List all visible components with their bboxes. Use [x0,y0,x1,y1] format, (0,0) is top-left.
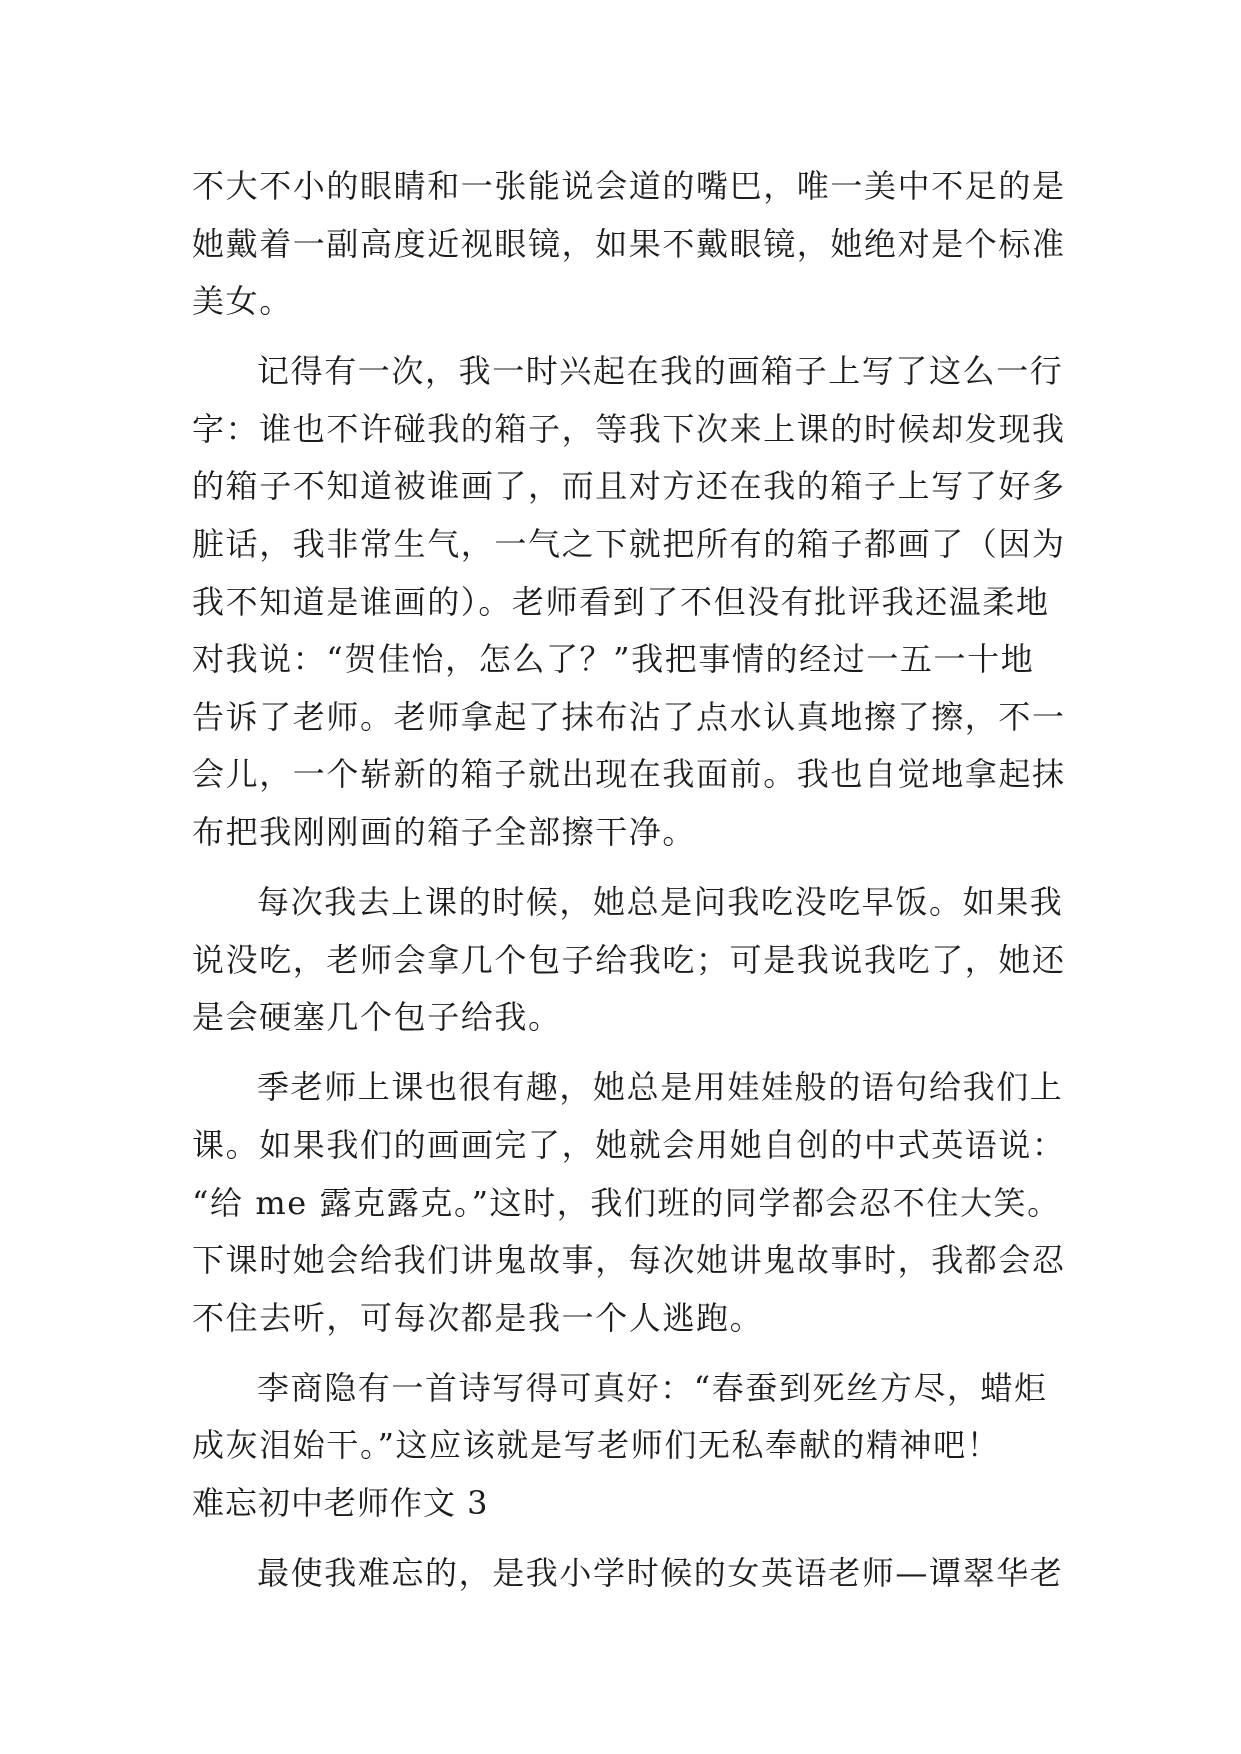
text-line: 说没吃，老师会拿几个包子给我吃；可是我说我吃了，她还 [192,940,1066,979]
text-line: 她戴着一副高度近视眼镜，如果不戴眼镜，她绝对是个标准 [192,224,1066,263]
document-body [192,158,1072,1603]
text-line: 不大不小的眼睛和一张能说会道的嘴巴，唯一美中不足的是 [192,167,1066,205]
text-line: 的箱子不知道被谁画了，而且对方还在我的箱子上写了好多 [192,467,1066,506]
text-line: 课。如果我们的画画完了，她就会用她自创的中式英语说： [192,1126,1066,1164]
paragraph [192,874,1072,1047]
text-line: 季老师上课也很有趣，她总是用娃娃般的语句给我们上 [257,1068,1064,1107]
text-line: 告诉了老师。老师拿起了抹布沾了点水认真地擦了擦，不一 [192,697,1066,736]
paragraph [192,343,1072,861]
section [192,1475,1072,1533]
text-line: “给 me 露克露克。”这时，我们班的同学都会忍不住大笑。 [192,1183,1061,1222]
text-line: 我不知道是谁画的）。老师看到了不但没有批评我还温柔地 [192,582,1050,621]
text-line: 脏话，我非常生气，一气之下就把所有的箱子都画了（因为 [192,525,1066,564]
paragraph [192,158,1072,331]
text-line: 成灰泪始干。”这应该就是写老师们无私奉献的精神吧！ [192,1426,1001,1465]
text-line: 下课时她会给我们讲鬼故事，每次她讲鬼故事时，我都会忍 [192,1241,1066,1280]
text-line: 会儿，一个崭新的箱子就出现在我面前。我也自觉地拿起抹 [192,755,1066,794]
text-line: 布把我刚刚画的箱子全部擦干净。 [192,813,697,852]
text-line: 对我说：“贺佳怡，怎么了？”我把事情的经过一五一十地 [192,640,1035,679]
section-heading: 难忘初中老师作文 3 [192,1484,489,1523]
text-line: 每次我去上课的时候，她总是问我吃没吃早饭。如果我 [257,883,1064,922]
paragraph [192,1545,1072,1603]
paragraph [192,1059,1072,1347]
text-line: 最使我难忘的，是我小学时候的女英语老师—谭翠华老 [257,1554,1064,1593]
text-line: 不住去听，可每次都是我一个人逃跑。 [192,1298,764,1337]
text-line: 记得有一次，我一时兴起在我的画箱子上写了这么一行 [257,352,1064,391]
text-line: 字：谁也不许碰我的箱子，等我下次来上课的时候却发现我 [192,409,1066,448]
text-line: 是会硬塞几个包子给我。 [192,998,562,1037]
text-line: 李商隐有一首诗写得可真好：“春蚕到死丝方尽，蜡炬 [257,1368,1048,1407]
text-line: 美女。 [192,282,293,321]
paragraph [192,1360,1072,1475]
